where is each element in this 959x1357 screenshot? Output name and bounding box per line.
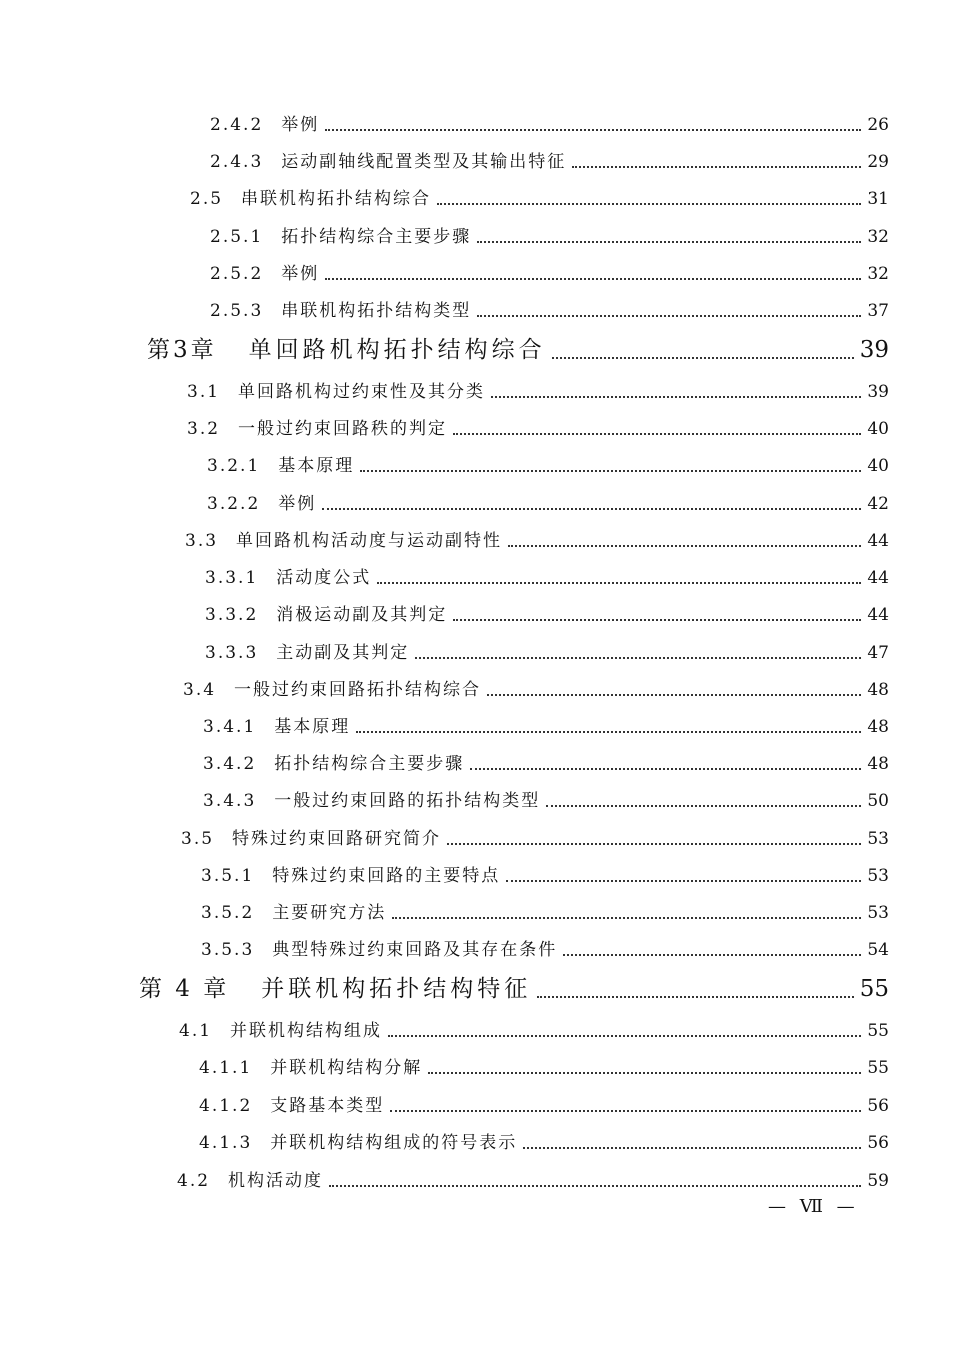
toc-entry-number: 3.4.3: [203, 791, 257, 811]
toc-chapter-title: 并联机构拓扑结构特征: [261, 976, 532, 1002]
toc-entry-number: 2.4.2: [210, 115, 264, 135]
toc-entry-page: 39: [867, 382, 889, 402]
toc-entry-title: 基本原理: [274, 717, 351, 737]
toc-entry[interactable]: [205, 559, 889, 589]
toc-entry-number: 4.1: [179, 1021, 213, 1041]
dot-leader: [537, 996, 853, 998]
toc-entry[interactable]: [183, 671, 889, 701]
dot-leader: [325, 129, 861, 131]
toc-entry[interactable]: [190, 180, 889, 210]
toc-entry-title: 举例: [281, 264, 320, 284]
toc-entry[interactable]: [185, 522, 889, 552]
dot-leader: [453, 619, 861, 621]
toc-entry[interactable]: [203, 708, 889, 738]
toc-entry[interactable]: [203, 745, 889, 775]
toc-entry-number: 3.4.2: [203, 754, 257, 774]
toc-entry[interactable]: [199, 1087, 889, 1117]
dot-leader: [360, 470, 861, 472]
toc-entry-page: 48: [867, 680, 889, 700]
toc-entry-page: 55: [867, 1058, 889, 1078]
toc-entry-number: 2.5.3: [210, 301, 264, 321]
toc-entry-page: 53: [867, 829, 889, 849]
toc-entry[interactable]: [210, 255, 889, 285]
toc-entry-title: 一般过约束回路拓扑结构综合: [234, 680, 482, 700]
toc-entry[interactable]: [207, 485, 889, 515]
toc-entry-title: 并联机构结构组成的符号表示: [270, 1133, 518, 1153]
toc-entry[interactable]: [210, 218, 889, 248]
toc-entry-page: 32: [867, 227, 889, 247]
dot-leader: [377, 582, 861, 584]
toc-entry[interactable]: [179, 1012, 889, 1042]
toc-entry-page: 50: [867, 791, 889, 811]
toc-entry-page: 31: [867, 189, 889, 209]
dot-leader: [470, 768, 861, 770]
toc-entry-number: 4.1.1: [199, 1058, 253, 1078]
toc-entry-page: 47: [867, 643, 889, 663]
toc-entry-page: 32: [867, 264, 889, 284]
toc-entry-number: 3.3.1: [205, 568, 259, 588]
toc-entry-title: 拓扑结构综合主要步骤: [274, 754, 465, 774]
dot-leader: [453, 433, 861, 435]
toc-entry[interactable]: [210, 143, 889, 173]
dot-leader: [552, 357, 854, 359]
dot-leader: [546, 805, 861, 807]
dot-leader: [415, 657, 861, 659]
dot-leader: [322, 508, 861, 510]
toc-entry-number: 2.5.1: [210, 227, 264, 247]
toc-entry-number: 3.5.3: [201, 940, 255, 960]
toc-entry[interactable]: [205, 596, 889, 626]
dot-leader: [437, 203, 861, 205]
toc-entry[interactable]: [210, 292, 889, 322]
dot-leader: [447, 843, 861, 845]
toc-entry-page: 26: [867, 115, 889, 135]
dot-leader: [477, 315, 861, 317]
toc-entry-number: 3.2.1: [207, 456, 261, 476]
toc-entry-title: 支路基本类型: [270, 1096, 385, 1116]
toc-entry-title: 运动副轴线配置类型及其输出特征: [281, 152, 567, 172]
toc-entry-number: 3.5.2: [201, 903, 255, 923]
toc-entry-page: 39: [859, 337, 889, 363]
page-number-footer: — Ⅶ —: [768, 1196, 859, 1217]
toc-entry-page: 53: [867, 903, 889, 923]
toc-entry[interactable]: [187, 373, 889, 403]
toc-entry-number: 3.4: [183, 680, 217, 700]
toc-entry-number: 4.1.3: [199, 1133, 253, 1153]
toc-entry-title: 特殊过约束回路研究简介: [232, 829, 442, 849]
dot-leader: [506, 880, 861, 882]
toc-entry-page: 48: [867, 717, 889, 737]
toc-entry-title: 拓扑结构综合主要步骤: [281, 227, 472, 247]
toc-entry-title: 举例: [278, 494, 317, 514]
dot-leader: [477, 241, 861, 243]
toc-entry-page: 40: [867, 456, 889, 476]
toc-entry-title: 基本原理: [278, 456, 355, 476]
toc-entry[interactable]: [187, 410, 889, 440]
toc-entry-title: 消极运动副及其判定: [276, 605, 448, 625]
toc-entry-page: 56: [867, 1096, 889, 1116]
toc-entry-number: 2.5.2: [210, 264, 264, 284]
toc-entry-title: 一般过约束回路秩的判定: [238, 419, 448, 439]
dot-leader: [329, 1185, 861, 1187]
dot-leader: [563, 954, 861, 956]
toc-entry-page: 44: [867, 605, 889, 625]
toc-entry-title: 串联机构拓扑结构类型: [281, 301, 472, 321]
toc-entry-number: 3.3.3: [205, 643, 259, 663]
toc-entry[interactable]: [181, 820, 889, 850]
dot-leader: [508, 545, 861, 547]
toc-entry-page: 48: [867, 754, 889, 774]
toc-entry[interactable]: [207, 447, 889, 477]
toc-entry-title: 机构活动度: [228, 1171, 324, 1191]
toc-entry-title: 单回路机构过约束性及其分类: [238, 382, 486, 402]
dot-leader: [491, 396, 861, 398]
toc-entry-page: 56: [867, 1133, 889, 1153]
toc-entry-number: 3.4.1: [203, 717, 257, 737]
toc-chapter-title: 单回路机构拓扑结构综合: [248, 337, 546, 363]
toc-entry-number: 2.5: [190, 189, 224, 209]
dot-leader: [523, 1147, 861, 1149]
toc-entry-title: 活动度公式: [276, 568, 372, 588]
toc-entry-page: 53: [867, 866, 889, 886]
dot-leader: [392, 917, 861, 919]
toc-entry[interactable]: [201, 931, 889, 961]
toc-entry-title: 主要研究方法: [272, 903, 387, 923]
toc-entry[interactable]: [177, 1162, 889, 1192]
toc-chapter-entry[interactable]: [147, 334, 889, 364]
toc-entry-title: 单回路机构活动度与运动副特性: [236, 531, 503, 551]
toc-entry-number: 3.2: [187, 419, 221, 439]
toc-entry-title: 一般过约束回路的拓扑结构类型: [274, 791, 541, 811]
toc-entry-number: 4.1.2: [199, 1096, 253, 1116]
dot-leader: [572, 166, 861, 168]
toc-entry-title: 串联机构拓扑结构综合: [241, 189, 432, 209]
dot-leader: [428, 1072, 861, 1074]
toc-entry-title: 主动副及其判定: [276, 643, 410, 663]
toc-entry-number: 3.5: [181, 829, 215, 849]
dot-leader: [487, 694, 861, 696]
toc-entry[interactable]: [203, 782, 889, 812]
toc-entry-page: 40: [867, 419, 889, 439]
dot-leader: [325, 278, 861, 280]
toc-entry-title: 典型特殊过约束回路及其存在条件: [272, 940, 558, 960]
toc-entry-page: 44: [867, 568, 889, 588]
toc-entry-page: 42: [867, 494, 889, 514]
toc-entry-page: 44: [867, 531, 889, 551]
toc-entry[interactable]: [201, 857, 889, 887]
toc-entry-page: 54: [867, 940, 889, 960]
toc-entry-title: 并联机构结构组成: [230, 1021, 383, 1041]
toc-entry-number: 3.1: [187, 382, 221, 402]
toc-entry-title: 举例: [281, 115, 320, 135]
dot-leader: [390, 1110, 861, 1112]
toc-chapter-number: 第 4 章: [139, 976, 230, 1002]
toc-entry-number: 3.3: [185, 531, 219, 551]
dot-leader: [356, 731, 861, 733]
toc-entry-number: 4.2: [177, 1171, 211, 1191]
toc-entry-page: 59: [867, 1171, 889, 1191]
toc-entry-page: 29: [867, 152, 889, 172]
toc-chapter-number: 第3章: [147, 337, 217, 363]
toc-entry[interactable]: [210, 106, 889, 136]
toc-entry-number: 3.5.1: [201, 866, 255, 886]
toc-entry-page: 55: [859, 976, 889, 1002]
toc-entry-number: 3.3.2: [205, 605, 259, 625]
toc-entry-number: 2.4.3: [210, 152, 264, 172]
toc-entry[interactable]: [199, 1049, 889, 1079]
dot-leader: [388, 1035, 861, 1037]
toc-entry-title: 并联机构结构分解: [270, 1058, 423, 1078]
toc-entry[interactable]: [201, 894, 889, 924]
toc-chapter-entry[interactable]: [139, 973, 889, 1003]
toc-entry[interactable]: [199, 1124, 889, 1154]
toc-entry-number: 3.2.2: [207, 494, 261, 514]
toc-entry-page: 37: [867, 301, 889, 321]
toc-entry[interactable]: [205, 634, 889, 664]
toc-entry-page: 55: [867, 1021, 889, 1041]
toc-entry-title: 特殊过约束回路的主要特点: [272, 866, 501, 886]
